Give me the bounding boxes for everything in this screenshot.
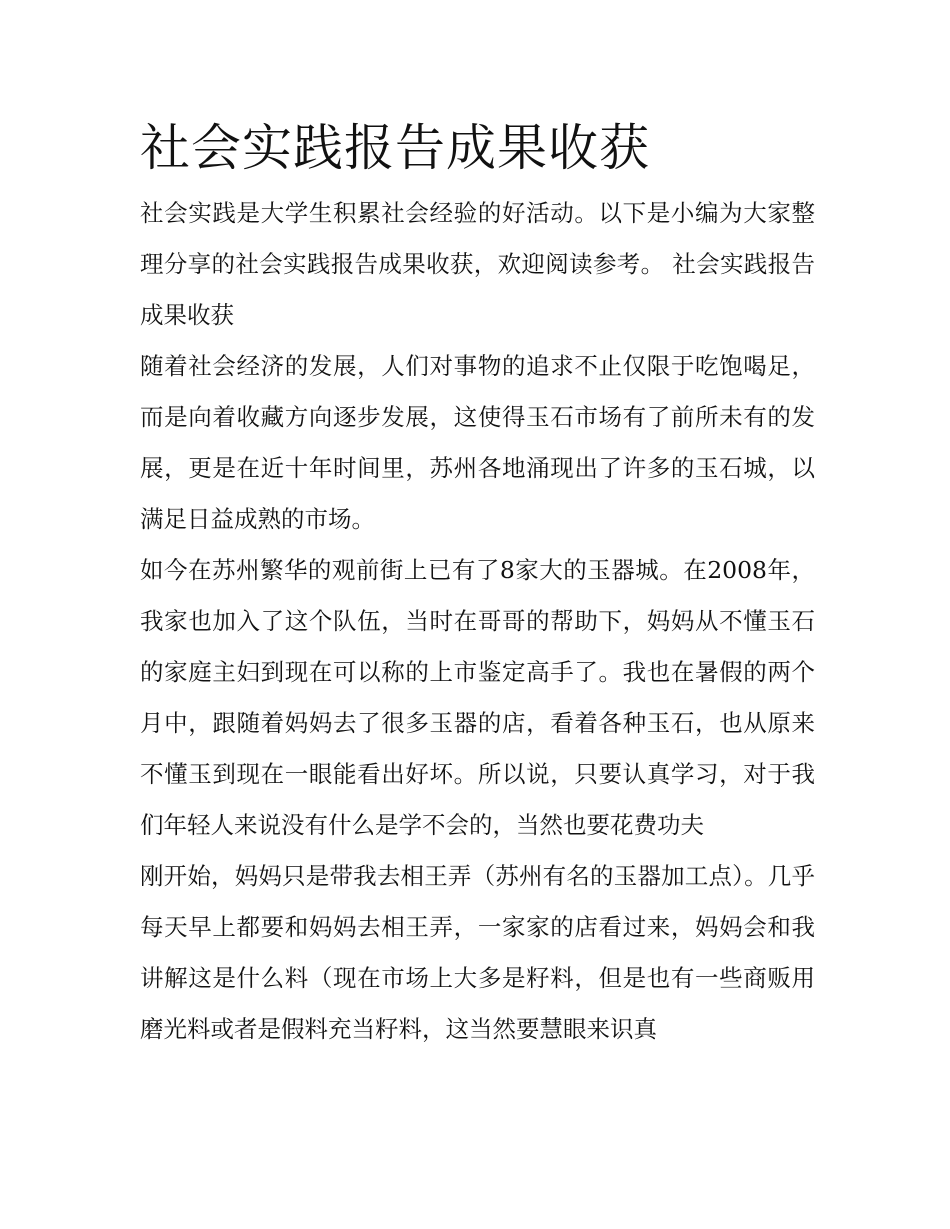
document-page	[140, 110, 815, 1055]
paragraph-xiangwangnong: 刚开始，妈妈只是带我去相王弄（苏州有名的玉器加工点）。几乎每天早上都要和妈妈去相王弄，一家家的店看过来，妈妈会和我讲解这是什么料（现在市场上大多是籽料，但是也有一些商贩用磨光料或者是假料充当籽料，这当然要慧眼来识真	[140, 862, 815, 1043]
paragraph-intro: 社会实践是大学生积累社会经验的好活动。以下是小编为大家整理分享的社会实践报告成果收获，欢迎阅读参考。 社会实践报告成果收获	[140, 199, 815, 329]
document-title: 社会实践报告成果收获	[140, 119, 650, 177]
paragraph-background: 随着社会经济的发展，人们对事物的追求不止仅限于吃饱喝足，而是向着收藏方向逐步发展，这使得玉石市场有了前所未有的发展，更是在近十年时间里，苏州各地涌现出了许多的玉石城，以满足日益成熟的市场。	[140, 352, 815, 533]
paragraph-experience: 如今在苏州繁华的观前街上已有了8家大的玉器城。在2008年，我家也加入了这个队伍，当时在哥哥的帮助下，妈妈从不懂玉石的家庭主妇到现在可以称的上市鉴定高手了。我也在暑假的两个月中，跟随着妈妈去了很多玉器的店，看着各种玉石，也从原来不懂玉到现在一眼能看出好坏。所以说，只要认真学习，对于我们年轻人来说没有什么是学不会的，当然也要花费功夫	[140, 556, 815, 839]
